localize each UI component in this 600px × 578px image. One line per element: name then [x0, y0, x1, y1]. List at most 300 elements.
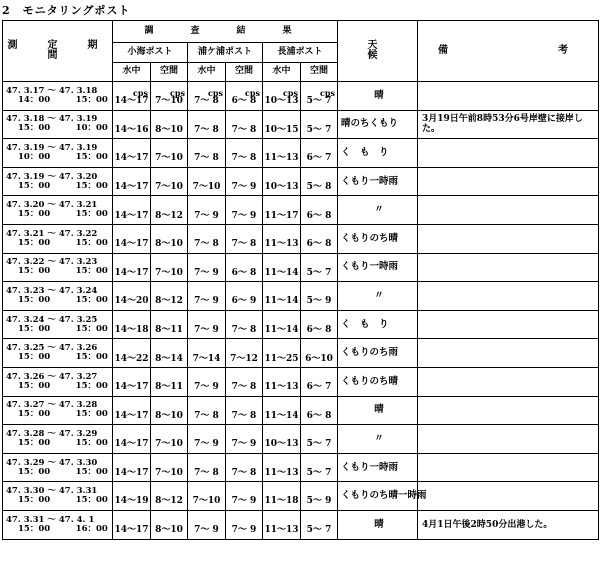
weather-cell: 〃 [338, 282, 418, 311]
value-text: 10～15 [264, 124, 299, 135]
period-dates: 47. 3.25 ～ 47. 3.26 [6, 343, 98, 354]
table-row [3, 224, 599, 253]
value-cell [188, 139, 226, 168]
value-cell [188, 482, 226, 511]
value-text: 7～ 8 [231, 467, 257, 478]
period-times: 15：00 15：00 [18, 352, 108, 363]
value-cell [188, 367, 226, 396]
period-times: 15：00 15：00 [18, 180, 108, 191]
weather-cell: くもり一時雨 [338, 167, 418, 196]
value-cell [151, 396, 188, 425]
value-text: 11～13 [264, 382, 299, 393]
value-text: 7～ 9 [231, 210, 257, 221]
period-times: 10：00 15：00 [18, 151, 108, 162]
value-cell [113, 482, 151, 511]
header-post-koumi: 小海ポスト [113, 43, 188, 63]
period-dates: 47. 3.31 ～ 47. 4. 1 [6, 514, 95, 525]
value-text: 11～17 [264, 210, 299, 221]
remarks-cell: 4月1日午後2時50分出港した。 [418, 510, 599, 539]
value-text: 8～11 [155, 382, 183, 393]
period-cell [3, 82, 113, 111]
value-text: 7～ 8 [231, 410, 257, 421]
table-row [3, 139, 599, 168]
period-dates: 47. 3.20 ～ 47. 3.21 [6, 200, 98, 211]
value-text: 8～12 [155, 296, 183, 307]
value-cell [188, 82, 226, 111]
weather-cell: くもり一時雨 [338, 253, 418, 282]
value-text: 6～ 8 [231, 267, 257, 278]
value-cell [263, 82, 301, 111]
value-cell [151, 253, 188, 282]
period-cell [3, 167, 113, 196]
value-cell [151, 482, 188, 511]
value-text: 11～14 [264, 410, 299, 421]
value-text: 7～ 9 [231, 496, 257, 507]
unit-label: cps [320, 87, 336, 98]
value-text: 8～11 [155, 324, 183, 335]
value-cell [151, 339, 188, 368]
header-sub: 空間 [301, 63, 338, 82]
period-cell [3, 224, 113, 253]
value-cell [188, 110, 226, 139]
value-text: 14～17 [114, 210, 149, 221]
value-text: 5～ 7 [306, 267, 332, 278]
table-row [3, 453, 599, 482]
period-times: 15：00 15：00 [18, 409, 108, 420]
value-text: 8～12 [155, 210, 183, 221]
value-cell [113, 282, 151, 311]
value-cell [188, 396, 226, 425]
value-cell [226, 224, 263, 253]
value-text: 11～13 [264, 525, 299, 536]
value-text: 11～13 [264, 467, 299, 478]
value-cell [301, 396, 338, 425]
value-text: 11～25 [264, 353, 299, 364]
table-row [3, 253, 599, 282]
value-cell [226, 196, 263, 225]
value-cell [263, 282, 301, 311]
value-text: 14～20 [114, 296, 149, 307]
value-cell [226, 310, 263, 339]
value-text: 7～ 8 [194, 96, 219, 107]
value-text: 10～13 [264, 439, 299, 450]
value-text: 14～17 [114, 525, 149, 536]
value-text: 7～ 9 [231, 439, 257, 450]
value-text: 8～14 [155, 353, 183, 364]
value-cell [226, 339, 263, 368]
value-cell [226, 425, 263, 454]
header-sub: 空間 [226, 63, 263, 82]
weather-cell: 〃 [338, 196, 418, 225]
value-cell [151, 282, 188, 311]
value-cell [113, 139, 151, 168]
monitoring-post-table [2, 20, 599, 540]
value-cell [113, 453, 151, 482]
value-text: 7～ 9 [194, 324, 219, 335]
value-cell [226, 82, 263, 111]
value-text: 6～ 7 [306, 153, 332, 164]
period-cell [3, 310, 113, 339]
value-text: 7～10 [155, 96, 183, 107]
value-cell [151, 82, 188, 111]
value-cell [301, 339, 338, 368]
remarks-cell [418, 339, 599, 368]
value-text: 11～14 [264, 296, 299, 307]
period-cell [3, 339, 113, 368]
remarks-cell [418, 253, 599, 282]
header-sub: 水中 [188, 63, 226, 82]
table-row [3, 167, 599, 196]
weather-cell: くもりのち晴 [338, 367, 418, 396]
value-text: 6～ 8 [231, 96, 257, 107]
unit-label: cps [208, 87, 223, 98]
value-text: 11～14 [264, 267, 299, 278]
value-text: 7～ 8 [231, 153, 257, 164]
period-dates: 47. 3.26 ～ 47. 3.27 [6, 371, 98, 382]
value-text: 14～17 [114, 382, 149, 393]
value-text: 6～ 8 [306, 324, 332, 335]
value-cell [226, 367, 263, 396]
value-text: 7～ 8 [194, 239, 219, 250]
value-cell [301, 139, 338, 168]
value-text: 7～14 [192, 353, 221, 364]
value-cell [113, 339, 151, 368]
value-text: 8～10 [155, 124, 183, 135]
value-text: 5～ 7 [306, 439, 332, 450]
table-row [3, 310, 599, 339]
period-dates: 47. 3.24 ～ 47. 3.25 [6, 314, 98, 325]
remarks-cell [418, 310, 599, 339]
value-text: 14～19 [114, 496, 149, 507]
value-cell [301, 253, 338, 282]
period-cell [3, 139, 113, 168]
value-text: 14～17 [114, 181, 149, 192]
value-text: 14～22 [114, 353, 149, 364]
value-text: 5～ 7 [306, 467, 332, 478]
unit-label: cps [170, 87, 185, 98]
value-text: 10～13 [264, 181, 299, 192]
value-text: 14～17 [114, 439, 149, 450]
value-text: 7～ 9 [194, 210, 219, 221]
value-cell [151, 367, 188, 396]
period-cell [3, 396, 113, 425]
value-cell [301, 110, 338, 139]
header-post-uragaura: 浦ケ浦ポスト [188, 43, 263, 63]
value-cell [151, 167, 188, 196]
value-text: 7～10 [155, 267, 183, 278]
value-cell [226, 253, 263, 282]
value-text: 7～ 8 [231, 382, 257, 393]
value-cell [301, 367, 338, 396]
remarks-cell [418, 139, 599, 168]
value-cell [151, 110, 188, 139]
period-times: 15：00 15：00 [18, 437, 108, 448]
period-dates: 47. 3.22 ～ 47. 3.23 [6, 257, 98, 268]
value-cell [113, 367, 151, 396]
value-text: 7～ 8 [231, 124, 257, 135]
unit-label: cps [133, 87, 148, 98]
value-text: 7～ 9 [194, 267, 219, 278]
period-cell [3, 482, 113, 511]
value-text: 7～ 8 [231, 324, 257, 335]
value-text: 6～ 9 [231, 296, 257, 307]
value-text: 7～ 9 [194, 296, 219, 307]
weather-cell: くもりのち晴一時雨 [338, 482, 418, 511]
value-cell [226, 510, 263, 539]
value-text: 5～ 8 [306, 181, 332, 192]
value-text: 14～17 [114, 153, 149, 164]
period-times: 15：00 15：00 [18, 237, 108, 248]
value-text: 11～13 [264, 239, 299, 250]
value-cell [226, 396, 263, 425]
remarks-cell [418, 167, 599, 196]
period-cell [3, 110, 113, 139]
value-text: 7～10 [192, 496, 221, 507]
remarks-cell [418, 367, 599, 396]
value-text: 14～18 [114, 324, 149, 335]
value-cell [263, 510, 301, 539]
period-cell [3, 367, 113, 396]
table-row [3, 82, 599, 111]
remarks-cell [418, 453, 599, 482]
value-cell [263, 196, 301, 225]
value-text: 7～12 [230, 353, 258, 364]
weather-cell: 晴 [338, 510, 418, 539]
value-text: 6～ 7 [306, 382, 332, 393]
period-cell [3, 282, 113, 311]
value-text: 7～ 9 [194, 382, 219, 393]
value-text: 6～10 [305, 353, 333, 364]
period-cell [3, 453, 113, 482]
value-text: 7～ 8 [194, 124, 219, 135]
header-weather: 天 候 [338, 21, 418, 82]
section-heading: 2 モニタリングポスト [2, 4, 131, 17]
value-cell [188, 453, 226, 482]
period-times: 14：00 15：00 [18, 94, 108, 105]
value-cell [263, 310, 301, 339]
period-dates: 47. 3.28 ～ 47. 3.29 [6, 429, 98, 439]
value-cell [151, 196, 188, 225]
value-cell [263, 396, 301, 425]
value-text: 7～ 9 [231, 525, 257, 536]
value-cell [263, 139, 301, 168]
value-text: 14～17 [114, 267, 149, 278]
period-cell [3, 425, 113, 454]
period-dates: 47. 3.23 ～ 47. 3.24 [6, 286, 98, 297]
period-dates: 47. 3.19 ～ 47. 3.20 [6, 171, 98, 182]
remarks-cell [418, 396, 599, 425]
value-cell [263, 425, 301, 454]
value-text: 8～10 [155, 525, 183, 536]
period-dates: 47. 3.18 ～ 47. 3.19 [6, 114, 98, 125]
period-dates: 47. 3.27 ～ 47. 3.28 [6, 400, 98, 411]
value-text: 5～ 9 [306, 496, 332, 507]
table-row [3, 367, 599, 396]
value-cell [113, 167, 151, 196]
table-row [3, 482, 599, 511]
value-cell [188, 167, 226, 196]
value-cell [263, 339, 301, 368]
value-text: 7～ 8 [194, 410, 219, 421]
value-cell [263, 367, 301, 396]
value-cell [263, 110, 301, 139]
value-cell [151, 510, 188, 539]
value-cell [188, 425, 226, 454]
table-row [3, 339, 599, 368]
value-text: 14～17 [114, 467, 149, 478]
value-cell [301, 425, 338, 454]
value-text: 11～13 [264, 153, 299, 164]
value-text: 11～14 [264, 324, 299, 335]
value-cell [226, 282, 263, 311]
value-text: 7～10 [155, 181, 183, 192]
period-times: 15：00 15：00 [18, 495, 108, 506]
value-cell [226, 482, 263, 511]
value-cell [263, 167, 301, 196]
value-cell [188, 339, 226, 368]
value-text: 14～16 [114, 124, 149, 135]
remarks-cell [418, 82, 599, 111]
weather-cell: くもり一時雨 [338, 453, 418, 482]
value-cell [113, 310, 151, 339]
weather-cell: 晴 [338, 82, 418, 111]
value-text: 7～ 8 [194, 153, 219, 164]
value-cell [151, 425, 188, 454]
weather-cell: くもりのち雨 [338, 339, 418, 368]
value-cell [151, 139, 188, 168]
value-text: 7～10 [155, 439, 183, 450]
value-text: 7～10 [192, 181, 221, 192]
weather-cell: く も り [338, 139, 418, 168]
period-dates: 47. 3.19 ～ 47. 3.19 [6, 143, 98, 154]
value-text: 14～17 [114, 410, 149, 421]
weather-cell: くもりのち晴 [338, 224, 418, 253]
period-dates: 47. 3.30 ～ 47. 3.31 [6, 486, 98, 497]
value-text: 6～ 8 [306, 410, 332, 421]
value-cell [113, 253, 151, 282]
period-times: 15：00 15：00 [18, 466, 108, 477]
value-cell [113, 396, 151, 425]
table-row [3, 110, 599, 139]
value-cell [301, 282, 338, 311]
value-cell [301, 167, 338, 196]
remarks-cell [418, 224, 599, 253]
value-text: 5～ 7 [306, 124, 332, 135]
value-text: 8～12 [155, 496, 183, 507]
value-text: 5～ 7 [306, 525, 332, 536]
value-text: 7～ 9 [194, 525, 219, 536]
period-times: 15：00 15：00 [18, 209, 108, 220]
value-cell [113, 110, 151, 139]
value-cell [301, 196, 338, 225]
remarks-cell [418, 425, 599, 454]
value-cell [151, 224, 188, 253]
value-text: 6～ 8 [306, 239, 332, 250]
unit-label: cps [245, 87, 260, 98]
value-cell [151, 310, 188, 339]
period-times: 15：00 16：00 [18, 523, 108, 534]
value-cell [301, 453, 338, 482]
weather-cell: く も り [338, 310, 418, 339]
period-cell [3, 253, 113, 282]
header-sub: 水中 [113, 63, 151, 82]
value-text: 8～10 [155, 239, 183, 250]
value-cell [263, 453, 301, 482]
value-text: 11～18 [264, 496, 299, 507]
value-cell [188, 282, 226, 311]
remarks-cell [418, 482, 599, 511]
value-text: 7～ 9 [231, 181, 257, 192]
header-remarks: 備 考 [418, 21, 599, 82]
period-dates: 47. 3.29 ～ 47. 3.30 [6, 457, 98, 468]
period-times: 15：00 10：00 [18, 123, 108, 134]
value-text: 7～10 [155, 153, 183, 164]
header-post-nagaura: 長浦ポスト [263, 43, 338, 63]
value-cell [226, 167, 263, 196]
period-dates: 47. 3.21 ～ 47. 3.22 [6, 228, 98, 239]
value-text: 6～ 8 [306, 210, 332, 221]
header-results: 調 査 結 果 [113, 21, 338, 43]
value-cell [151, 453, 188, 482]
value-text: 7～10 [155, 467, 183, 478]
value-text: 14～17 [114, 239, 149, 250]
value-text: 7～ 8 [231, 239, 257, 250]
value-text: 14～17 [114, 96, 149, 107]
weather-cell: 晴のちくもり [338, 110, 418, 139]
value-cell [113, 425, 151, 454]
period-times: 15：00 15：00 [18, 294, 108, 305]
value-text: 5～ 7 [306, 96, 332, 107]
period-dates: 47. 3.17 ～ 47. 3.18 [6, 85, 98, 96]
remarks-cell [418, 282, 599, 311]
value-cell [301, 82, 338, 111]
table-row [3, 425, 599, 454]
value-cell [188, 310, 226, 339]
table-row [3, 510, 599, 539]
remarks-cell [418, 196, 599, 225]
header-sub: 水中 [263, 63, 301, 82]
table-row [3, 282, 599, 311]
remarks-cell: 3月19日午前8時53分6号岸壁に接岸した。 [418, 110, 599, 139]
value-cell [113, 224, 151, 253]
value-cell [263, 482, 301, 511]
value-text: 10～13 [264, 96, 299, 107]
value-cell [301, 510, 338, 539]
value-cell [113, 196, 151, 225]
value-cell [188, 196, 226, 225]
weather-cell: 晴 [338, 396, 418, 425]
value-cell [301, 482, 338, 511]
value-cell [301, 310, 338, 339]
header-sub: 空間 [151, 63, 188, 82]
value-text: 7～ 9 [194, 439, 219, 450]
value-cell [226, 453, 263, 482]
period-cell [3, 510, 113, 539]
value-cell [113, 510, 151, 539]
period-times: 15：00 15：00 [18, 380, 108, 391]
header-period: 測 定 期 間 [3, 21, 113, 82]
value-cell [188, 510, 226, 539]
value-cell [113, 82, 151, 111]
period-times: 15：00 15：00 [18, 266, 108, 277]
period-cell [3, 196, 113, 225]
weather-cell: 〃 [338, 425, 418, 454]
value-cell [226, 110, 263, 139]
value-cell [226, 139, 263, 168]
table-row [3, 196, 599, 225]
period-times: 15：00 15：00 [18, 323, 108, 334]
table-row [3, 396, 599, 425]
